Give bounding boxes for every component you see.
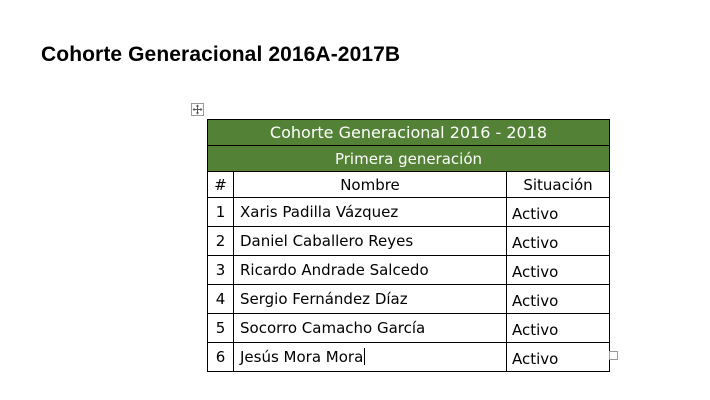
column-header-name[interactable]: Nombre: [234, 172, 507, 198]
column-header-row: [208, 172, 610, 198]
table-resize-handle-icon[interactable]: [609, 351, 618, 360]
table-row: [208, 285, 610, 314]
table-row: [208, 343, 610, 372]
table-row: [208, 227, 610, 256]
document-title: Cohorte Generacional 2016A-2017B: [41, 43, 401, 66]
student-name[interactable]: Socorro Camacho García: [234, 314, 507, 343]
student-status[interactable]: Activo: [507, 343, 610, 372]
row-number[interactable]: 1: [208, 198, 234, 227]
column-header-num[interactable]: #: [208, 172, 234, 198]
table-row: [208, 198, 610, 227]
student-status[interactable]: Activo: [507, 227, 610, 256]
row-number[interactable]: 2: [208, 227, 234, 256]
row-number[interactable]: 4: [208, 285, 234, 314]
student-name[interactable]: Xaris Padilla Vázquez: [234, 198, 507, 227]
student-status[interactable]: Activo: [507, 285, 610, 314]
student-name[interactable]: Daniel Caballero Reyes: [234, 227, 507, 256]
student-name: Jesús Mora Mora: [240, 348, 364, 366]
cohort-table: [207, 119, 610, 372]
row-number[interactable]: 5: [208, 314, 234, 343]
table-title-row: [208, 120, 610, 146]
student-status[interactable]: Activo: [507, 198, 610, 227]
table-subtitle-row: [208, 146, 610, 172]
student-name[interactable]: Sergio Fernández Díaz: [234, 285, 507, 314]
column-header-status[interactable]: Situación: [507, 172, 610, 198]
student-name[interactable]: Ricardo Andrade Salcedo: [234, 256, 507, 285]
text-cursor: [364, 348, 365, 365]
table-title[interactable]: Cohorte Generacional 2016 - 2018: [208, 120, 610, 146]
student-name-cell[interactable]: [234, 343, 507, 372]
row-number[interactable]: 6: [208, 343, 234, 372]
row-number[interactable]: 3: [208, 256, 234, 285]
student-status[interactable]: Activo: [507, 256, 610, 285]
table-subtitle[interactable]: Primera generación: [208, 146, 610, 172]
table-row: [208, 256, 610, 285]
student-status[interactable]: Activo: [507, 314, 610, 343]
table-row: [208, 314, 610, 343]
table-move-handle-icon[interactable]: [191, 103, 204, 116]
